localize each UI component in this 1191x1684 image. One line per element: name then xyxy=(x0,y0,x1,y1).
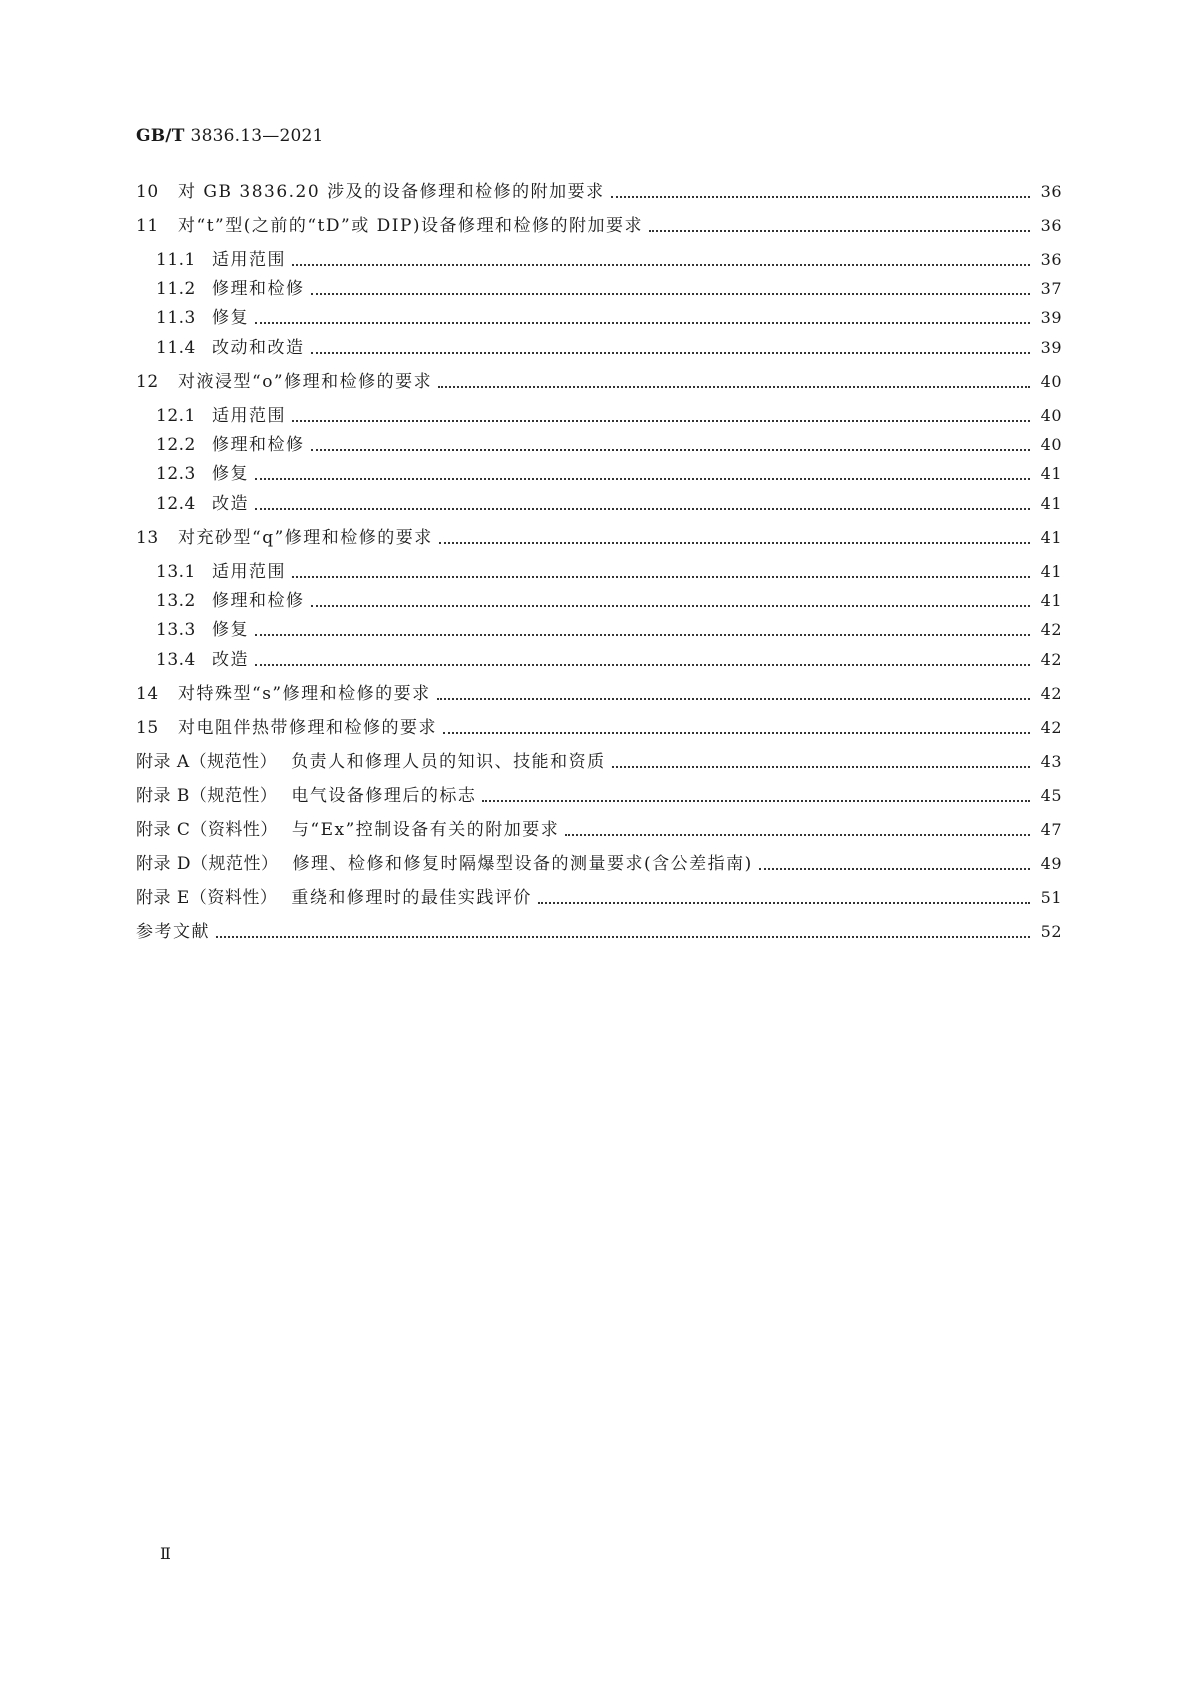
standard-number: 3836.13—2021 xyxy=(190,126,324,146)
toc-references-entry[interactable] xyxy=(136,920,1062,944)
toc-leader-dots xyxy=(255,663,1030,666)
toc-leader-dots xyxy=(216,935,1030,938)
toc-entry-page: 36 xyxy=(1040,216,1062,235)
toc-entry-number: 11.2 xyxy=(156,279,196,299)
toc-entry-page: 42 xyxy=(1040,650,1062,669)
toc-entry[interactable] xyxy=(156,404,1062,428)
toc-entry-number: 12 xyxy=(136,372,159,392)
toc-entry[interactable] xyxy=(156,306,1062,330)
toc-leader-dots xyxy=(538,901,1030,904)
toc-entry[interactable] xyxy=(156,336,1062,360)
toc-entry-title: 对 GB 3836.20 涉及的设备修理和检修的附加要求 xyxy=(178,182,605,202)
toc-entry-page: 42 xyxy=(1040,718,1062,737)
toc-entry-page: 47 xyxy=(1040,820,1062,839)
toc-leader-dots xyxy=(482,799,1030,802)
toc-entry-number: 10 xyxy=(136,182,159,202)
toc-entry-page: 36 xyxy=(1040,182,1062,201)
toc-entry[interactable] xyxy=(156,589,1062,613)
page-number: Ⅱ xyxy=(160,1544,171,1563)
toc-entry-title: 修复 xyxy=(212,308,249,328)
toc-entry[interactable] xyxy=(156,433,1062,457)
toc-leader-dots xyxy=(255,321,1030,324)
toc-entry[interactable] xyxy=(156,277,1062,301)
toc-entry-number: 13.3 xyxy=(156,620,196,640)
toc-entry-page: 36 xyxy=(1040,250,1062,269)
toc-entry-title: 修复 xyxy=(212,464,249,484)
toc-leader-dots xyxy=(311,351,1031,354)
toc-leader-dots xyxy=(292,263,1030,266)
toc-entry-number: 13.2 xyxy=(156,591,196,611)
document-header xyxy=(136,126,324,146)
toc-leader-dots xyxy=(255,507,1030,510)
toc-entry-page: 40 xyxy=(1040,435,1062,454)
toc-appendix-entry[interactable] xyxy=(136,886,1062,910)
toc-entry[interactable] xyxy=(156,492,1062,516)
toc-entry-number: 11.4 xyxy=(156,338,196,358)
toc-leader-dots xyxy=(759,867,1030,870)
toc-appendix-entry[interactable] xyxy=(136,750,1062,774)
toc-entry[interactable] xyxy=(136,526,1062,550)
toc-entry[interactable] xyxy=(136,716,1062,740)
toc-entry-title: 与“Ex”控制设备有关的附加要求 xyxy=(291,820,560,840)
toc-entry-title: 对电阻伴热带修理和检修的要求 xyxy=(178,718,437,738)
toc-entry-page: 45 xyxy=(1040,786,1062,805)
toc-entry-page: 41 xyxy=(1040,464,1062,483)
toc-entry[interactable] xyxy=(156,462,1062,486)
toc-entry-page: 40 xyxy=(1040,372,1062,391)
toc-entry[interactable] xyxy=(136,370,1062,394)
toc-entry[interactable] xyxy=(136,214,1062,238)
toc-entry-number: 13.4 xyxy=(156,650,196,670)
toc-entry-title: 参考文献 xyxy=(136,922,210,942)
toc-leader-dots xyxy=(443,731,1030,734)
toc-appendix-entry[interactable] xyxy=(136,852,1062,876)
toc-leader-dots xyxy=(612,765,1030,768)
toc-entry-number: 12.1 xyxy=(156,406,196,426)
toc-entry-title: 改造 xyxy=(212,650,249,670)
toc-entry-title: 适用范围 xyxy=(212,406,286,426)
toc-entry-number: 附录 B（规范性） xyxy=(136,786,278,806)
toc-entry-title: 适用范围 xyxy=(212,562,286,582)
toc-entry-title: 改造 xyxy=(212,494,249,514)
toc-entry-number: 附录 E（资料性） xyxy=(136,888,278,908)
toc-leader-dots xyxy=(255,477,1030,480)
toc-entry-number: 13.1 xyxy=(156,562,196,582)
toc-leader-dots xyxy=(292,575,1030,578)
toc-entry[interactable] xyxy=(156,248,1062,272)
toc-entry-number: 附录 D（规范性） xyxy=(136,854,279,874)
toc-leader-dots xyxy=(439,541,1030,544)
toc-entry-page: 37 xyxy=(1040,279,1062,298)
toc-entry-page: 41 xyxy=(1040,591,1062,610)
toc-entry-title: 重绕和修理时的最佳实践评价 xyxy=(291,888,532,908)
toc-entry-number: 11.3 xyxy=(156,308,196,328)
toc-leader-dots xyxy=(611,195,1030,198)
toc-entry[interactable] xyxy=(136,180,1062,204)
toc-entry-number: 附录 A（规范性） xyxy=(136,752,278,772)
toc-entry-page: 52 xyxy=(1040,922,1062,941)
toc-entry-page: 43 xyxy=(1040,752,1062,771)
toc-entry[interactable] xyxy=(136,682,1062,706)
toc-entry-title: 修复 xyxy=(212,620,249,640)
toc-leader-dots xyxy=(255,633,1030,636)
toc-entry-title: 修理和检修 xyxy=(212,591,305,611)
toc-entry-page: 41 xyxy=(1040,562,1062,581)
toc-entry-page: 42 xyxy=(1040,620,1062,639)
toc-entry-title: 修理、检修和修复时隔爆型设备的测量要求(含公差指南) xyxy=(292,854,753,874)
toc-entry-title: 电气设备修理后的标志 xyxy=(291,786,477,806)
toc-entry-number: 12.2 xyxy=(156,435,196,455)
toc-leader-dots xyxy=(438,385,1030,388)
toc-entry-page: 51 xyxy=(1040,888,1062,907)
toc-entry-page: 39 xyxy=(1040,308,1062,327)
toc-entry-page: 39 xyxy=(1040,338,1062,357)
toc-entry-title: 修理和检修 xyxy=(212,435,305,455)
toc-entry-number: 14 xyxy=(136,684,159,704)
toc-entry-page: 42 xyxy=(1040,684,1062,703)
toc-entry-title: 适用范围 xyxy=(212,250,286,270)
toc-leader-dots xyxy=(292,419,1030,422)
toc-entry[interactable] xyxy=(156,560,1062,584)
standard-prefix: GB/T xyxy=(136,126,185,146)
toc-entry-number: 11.1 xyxy=(156,250,196,270)
toc-entry-title: 改动和改造 xyxy=(212,338,305,358)
toc-entry-page: 40 xyxy=(1040,406,1062,425)
toc-leader-dots xyxy=(311,604,1031,607)
toc-entry-title: 对充砂型“q”修理和检修的要求 xyxy=(178,528,433,548)
toc-appendix-entry[interactable] xyxy=(136,784,1062,808)
toc-entry[interactable] xyxy=(156,618,1062,642)
toc-leader-dots xyxy=(649,229,1030,232)
toc-entry-number: 附录 C（资料性） xyxy=(136,820,278,840)
toc-entry-page: 49 xyxy=(1040,854,1062,873)
toc-entry[interactable] xyxy=(156,648,1062,672)
toc-entry-number: 13 xyxy=(136,528,159,548)
toc-entry-page: 41 xyxy=(1040,528,1062,547)
toc-entry-title: 修理和检修 xyxy=(212,279,305,299)
toc-entry-title: 对“t”型(之前的“tD”或 DIP)设备修理和检修的附加要求 xyxy=(178,216,644,236)
toc-entry-title: 对特殊型“s”修理和检修的要求 xyxy=(178,684,431,704)
toc-leader-dots xyxy=(311,292,1031,295)
toc-entry-title: 负责人和修理人员的知识、技能和资质 xyxy=(291,752,606,772)
toc-entry-number: 12.4 xyxy=(156,494,196,514)
toc-appendix-entry[interactable] xyxy=(136,818,1062,842)
toc-entry-number: 12.3 xyxy=(156,464,196,484)
toc-entry-number: 11 xyxy=(136,216,159,236)
toc-leader-dots xyxy=(565,833,1030,836)
toc-leader-dots xyxy=(437,697,1030,700)
toc-leader-dots xyxy=(311,448,1031,451)
toc-entry-number: 15 xyxy=(136,718,159,738)
toc-entry-title: 对液浸型“o”修理和检修的要求 xyxy=(178,372,433,392)
toc-entry-page: 41 xyxy=(1040,494,1062,513)
